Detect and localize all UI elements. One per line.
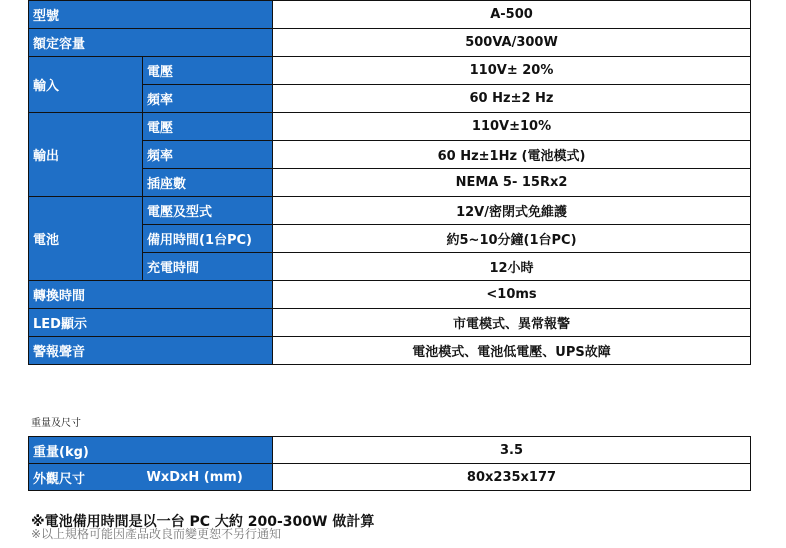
- size-value: 80x235x177: [273, 464, 751, 491]
- size-label: 外觀尺寸: [29, 464, 143, 491]
- model-label: 型號: [29, 1, 273, 29]
- battery-charge-time-label: 充電時間: [143, 253, 273, 281]
- transfer-time-label: 轉換時間: [29, 281, 273, 309]
- table-row: [29, 337, 751, 365]
- table-row: [29, 464, 751, 491]
- output-outlets-label: 插座數: [143, 169, 273, 197]
- table-row: [29, 57, 751, 85]
- table-row: [29, 309, 751, 337]
- footnote-2-text: ※以上規格可能因產品改良而變更恕不另行通知: [31, 527, 282, 541]
- model-value: A-500: [273, 1, 751, 29]
- led-display-value: 市電模式、異常報警: [273, 309, 751, 337]
- battery-charge-time-value: 12小時: [273, 253, 751, 281]
- table-row: [29, 113, 751, 141]
- table-row: [29, 281, 751, 309]
- dimensions-caption: 重量及尺寸: [31, 418, 81, 429]
- spec-table: [28, 0, 751, 365]
- input-voltage-label: 電壓: [143, 57, 273, 85]
- size-sublabel: WxDxH (mm): [143, 464, 273, 491]
- battery-backup-time-value: 約5~10分鐘(1台PC): [273, 225, 751, 253]
- dimensions-table: [28, 436, 751, 491]
- battery-voltage-type-label: 電壓及型式: [143, 197, 273, 225]
- weight-value: 3.5: [273, 437, 751, 464]
- footnote-2: [31, 527, 451, 541]
- table-row: [29, 1, 751, 29]
- output-voltage-label: 電壓: [143, 113, 273, 141]
- battery-backup-time-label: 備用時間(1台PC): [143, 225, 273, 253]
- alarm-sound-value: 電池模式、電池低電壓、UPS故障: [273, 337, 751, 365]
- input-label: 輸入: [29, 57, 143, 113]
- table-row: [29, 197, 751, 225]
- capacity-label: 額定容量: [29, 29, 273, 57]
- output-voltage-value: 110V±10%: [273, 113, 751, 141]
- led-display-label: LED顯示: [29, 309, 273, 337]
- table-row: [29, 29, 751, 57]
- battery-label: 電池: [29, 197, 143, 281]
- table-row: [29, 437, 751, 464]
- output-frequency-value: 60 Hz±1Hz (電池模式): [273, 141, 751, 169]
- weight-label: 重量(kg): [29, 437, 273, 464]
- battery-voltage-type-value: 12V/密閉式免維護: [273, 197, 751, 225]
- capacity-value: 500VA/300W: [273, 29, 751, 57]
- output-frequency-label: 頻率: [143, 141, 273, 169]
- transfer-time-value: <10ms: [273, 281, 751, 309]
- output-label: 輸出: [29, 113, 143, 197]
- input-voltage-value: 110V± 20%: [273, 57, 751, 85]
- footnote: ※電池備用時間是以一台 PC 大約 200-300W 做計算: [31, 514, 375, 530]
- output-outlets-value: NEMA 5- 15Rx2: [273, 169, 751, 197]
- alarm-sound-label: 警報聲音: [29, 337, 273, 365]
- input-frequency-value: 60 Hz±2 Hz: [273, 85, 751, 113]
- input-frequency-label: 頻率: [143, 85, 273, 113]
